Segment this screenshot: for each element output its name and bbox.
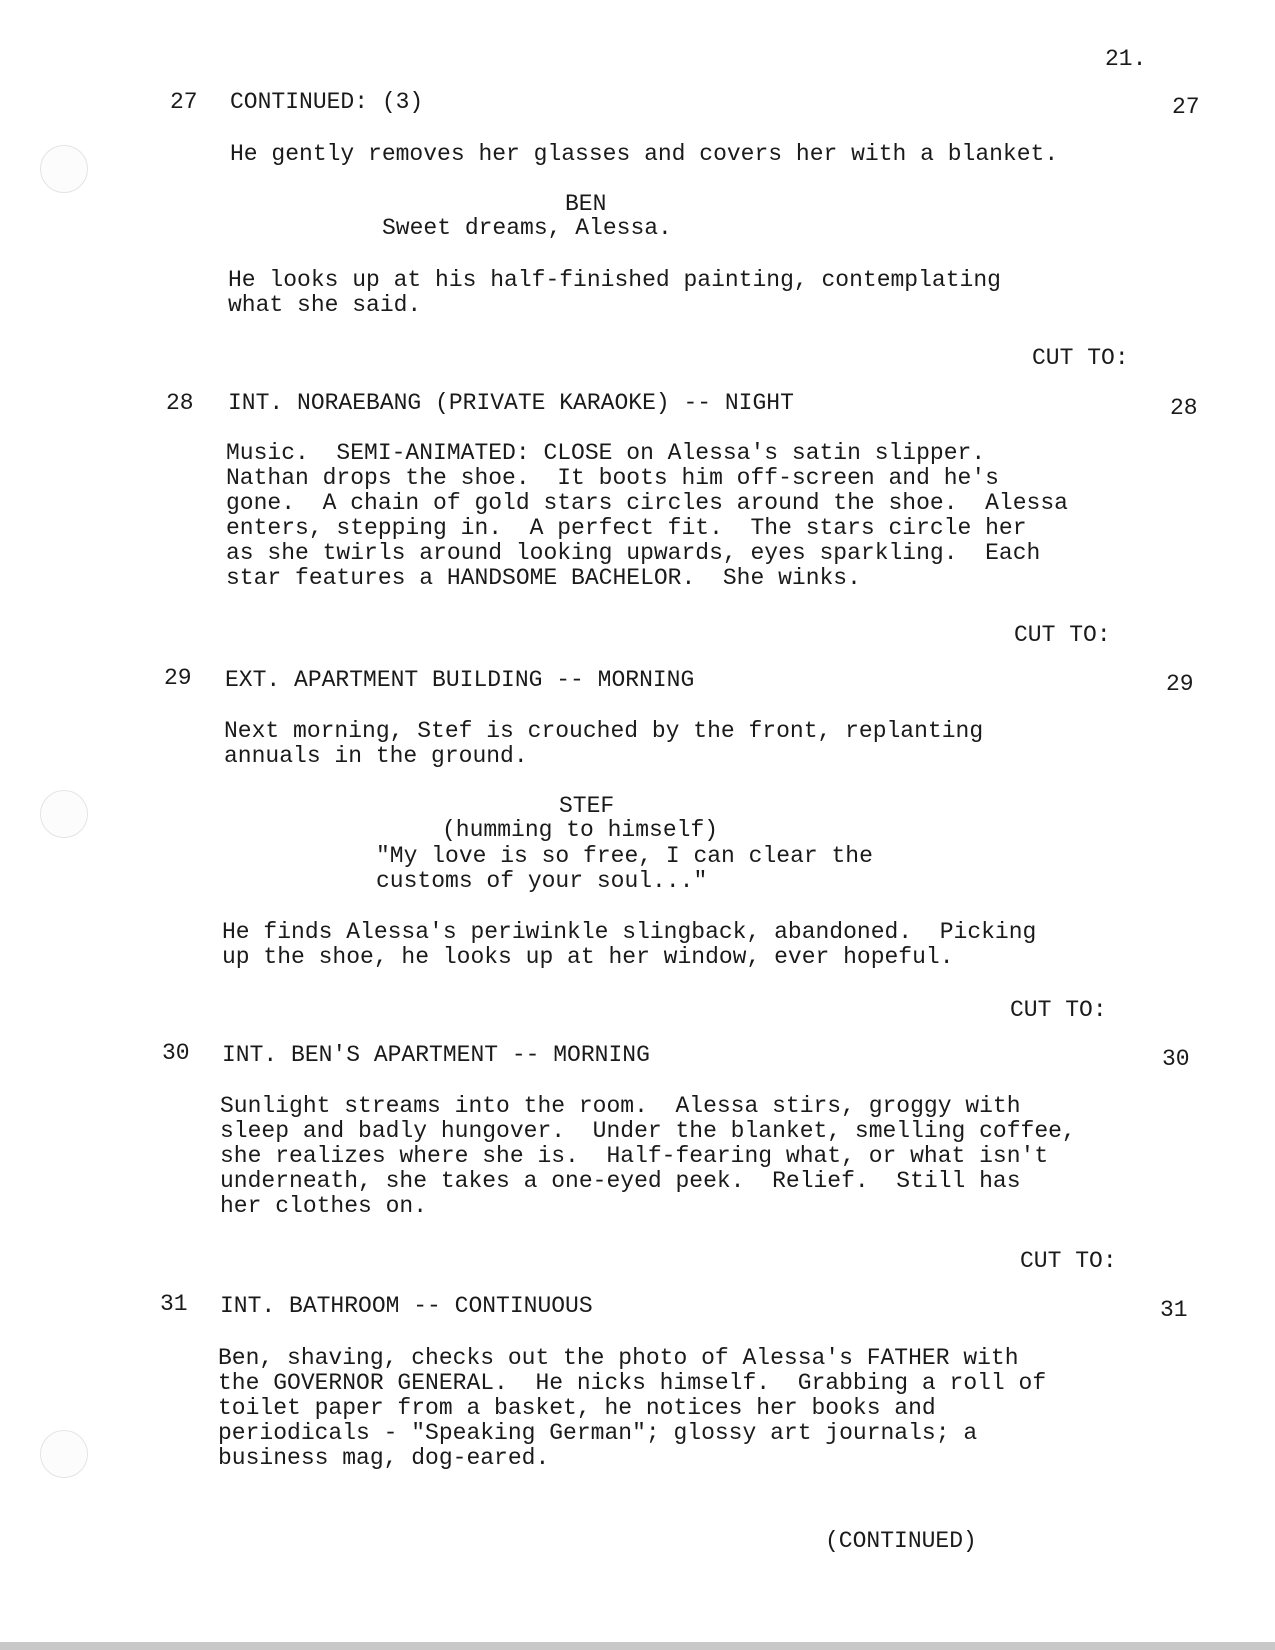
scene-number-left: 30 — [162, 1040, 190, 1066]
page-bottom-edge — [0, 1642, 1275, 1650]
punch-hole-bottom — [40, 1430, 88, 1478]
page-number: 21. — [1105, 46, 1147, 72]
dialogue-text: "My love is so free, I can clear the customs of your soul..." — [376, 843, 873, 894]
scene-number-left: 28 — [166, 390, 194, 416]
action-text: Ben, shaving, checks out the photo of Alessa's FATHER with the GOVERNOR GENERAL. He nicks himself. Grabbing a roll of toilet paper from a basket, he notices her books and periodicals - "Speaking German"; glossy art journals; a business mag, dog-eared. — [218, 1345, 1047, 1471]
scene-number-right: 27 — [1172, 94, 1200, 120]
character-name: BEN — [565, 191, 607, 217]
scene-number-right: 30 — [1162, 1046, 1190, 1072]
scene-heading: CONTINUED: (3) — [230, 89, 424, 115]
dialogue-text: Sweet dreams, Alessa. — [382, 215, 672, 241]
scene-heading: INT. BATHROOM -- CONTINUOUS — [220, 1293, 593, 1319]
transition: CUT TO: — [1032, 345, 1129, 371]
action-text: Music. SEMI-ANIMATED: CLOSE on Alessa's satin slipper. Nathan drops the shoe. It boots him off-screen and he's gone. A chain of gold stars circles around the shoe. Alessa enters, stepping in. A perfect fit. The stars circle her as she twirls around looking upwards, eyes sparkling. Each star features a HANDSOME BACHELOR. She winks. — [226, 440, 1068, 591]
character-name: STEF — [559, 793, 615, 819]
action-text: He gently removes her glasses and covers her with a blanket. — [230, 141, 1059, 167]
punch-hole-middle — [40, 790, 88, 838]
action-text: He looks up at his half-finished painting, contemplating what she said. — [228, 267, 1001, 318]
transition: CUT TO: — [1014, 622, 1111, 648]
scene-number-left: 31 — [160, 1291, 188, 1317]
transition: CUT TO: — [1020, 1248, 1117, 1274]
continued-footer: (CONTINUED) — [825, 1528, 977, 1554]
scene-heading: INT. BEN'S APARTMENT -- MORNING — [222, 1042, 650, 1068]
scene-heading: EXT. APARTMENT BUILDING -- MORNING — [225, 667, 695, 693]
scene-number-right: 28 — [1170, 395, 1198, 421]
transition: CUT TO: — [1010, 997, 1107, 1023]
action-text: He finds Alessa's periwinkle slingback, abandoned. Picking up the shoe, he looks up at her window, ever hopeful. — [222, 919, 1037, 970]
scene-number-right: 31 — [1160, 1297, 1188, 1323]
punch-hole-top — [40, 145, 88, 193]
action-text: Next morning, Stef is crouched by the front, replanting annuals in the ground. — [224, 718, 984, 769]
scene-number-left: 29 — [164, 665, 192, 691]
action-text: Sunlight streams into the room. Alessa stirs, groggy with sleep and badly hungover. Under the blanket, smelling coffee, she realizes where she is. Half-fearing what, or what isn't underneath, she takes a one-eyed peek. Relief. Still has her clothes on. — [220, 1093, 1076, 1219]
parenthetical: (humming to himself) — [442, 817, 719, 843]
scene-heading: INT. NORAEBANG (PRIVATE KARAOKE) -- NIGHT — [228, 390, 794, 416]
scene-number-right: 29 — [1166, 671, 1194, 697]
scene-number-left: 27 — [170, 89, 198, 115]
